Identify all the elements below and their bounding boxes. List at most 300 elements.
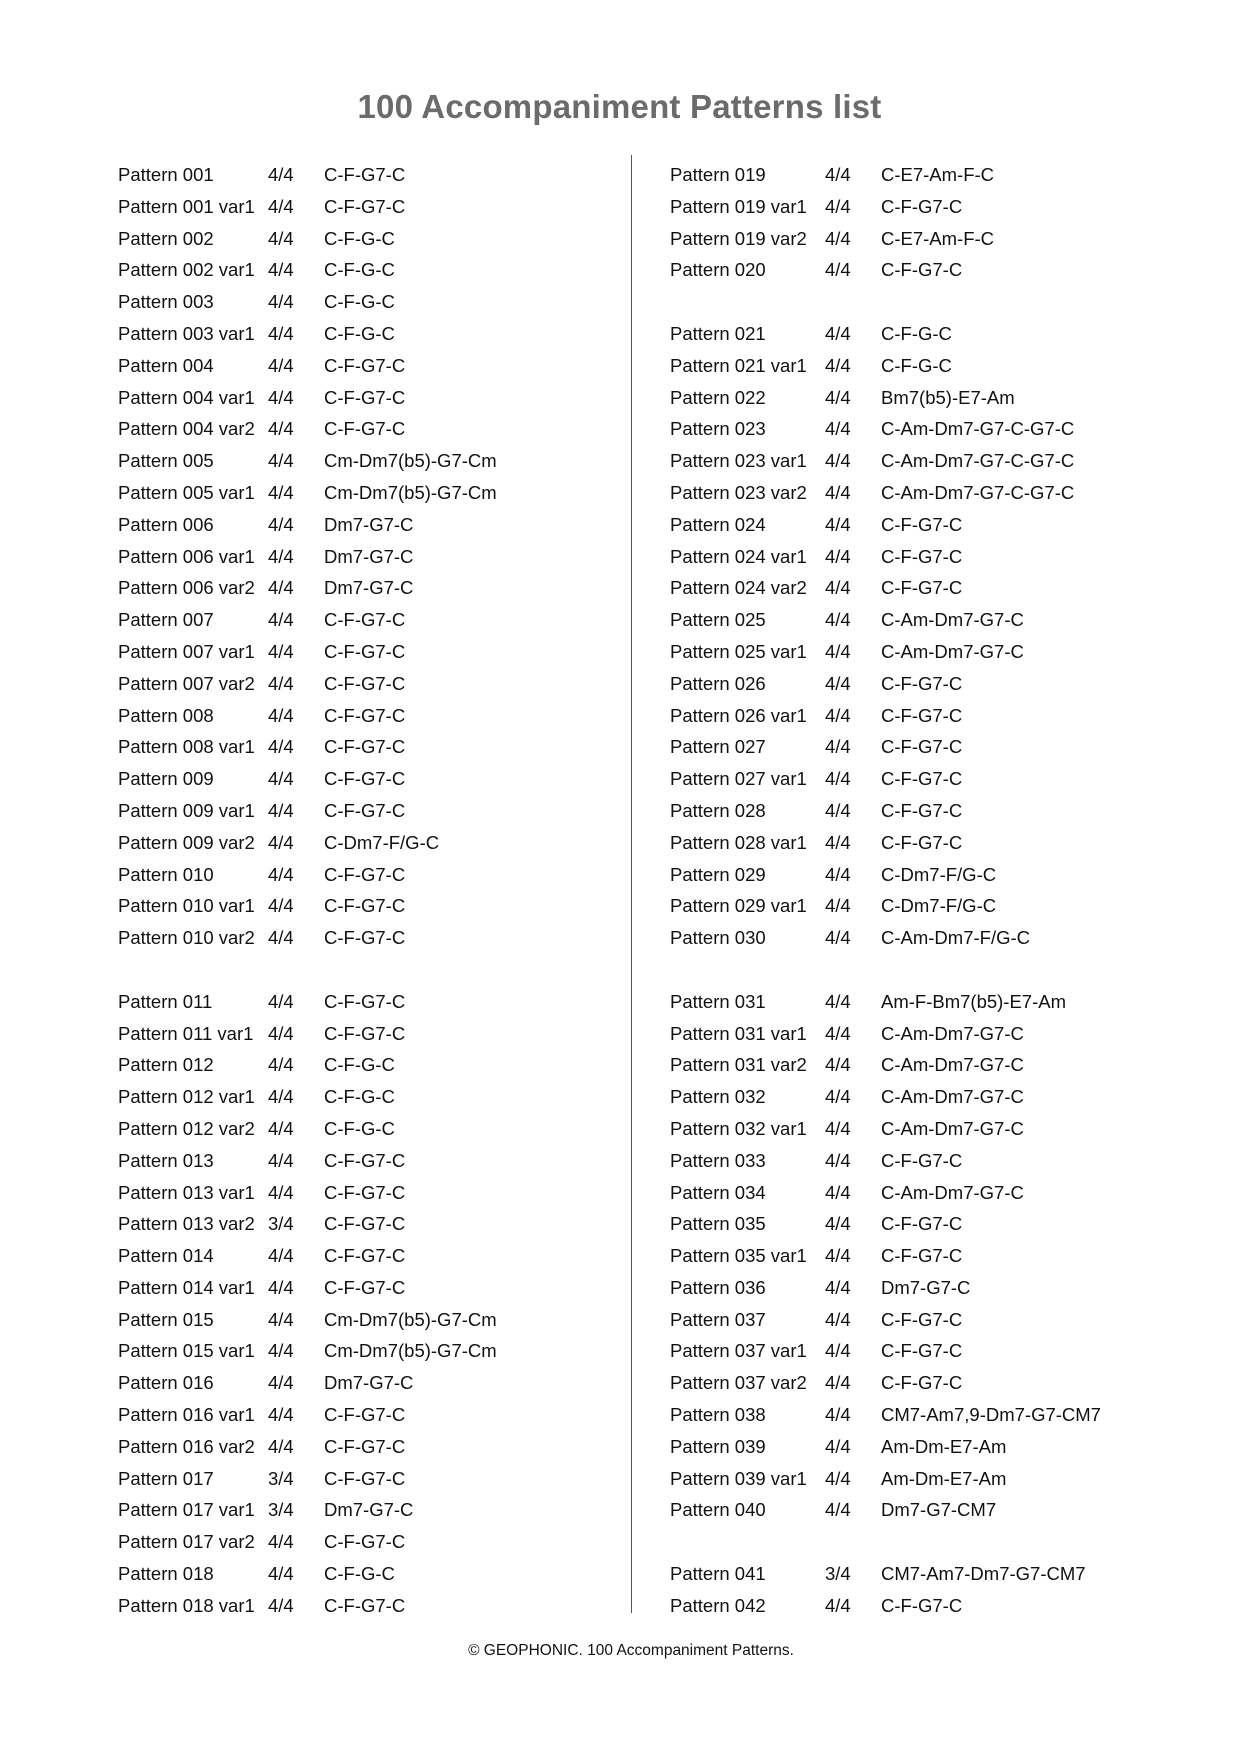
time-signature: 4/4 bbox=[268, 1404, 294, 1426]
pattern-row bbox=[670, 1272, 1170, 1304]
chord-progression: C-F-G7-C bbox=[881, 577, 963, 599]
chord-progression: Dm7-G7-C bbox=[881, 1276, 971, 1298]
pattern-name: Pattern 013 bbox=[118, 1149, 214, 1171]
pattern-row bbox=[118, 286, 618, 318]
chord-progression: Dm7-G7-C bbox=[324, 545, 414, 567]
pattern-row bbox=[118, 191, 618, 223]
pattern-name: Pattern 019 bbox=[670, 164, 766, 185]
time-signature: 4/4 bbox=[825, 1467, 851, 1489]
pattern-name: Pattern 038 bbox=[670, 1404, 766, 1426]
left-pattern-list bbox=[118, 159, 618, 1622]
time-signature: 3/4 bbox=[268, 1467, 294, 1489]
pattern-name: Pattern 009 bbox=[118, 768, 214, 790]
pattern-row bbox=[118, 1494, 618, 1526]
pattern-name: Pattern 039 bbox=[670, 1435, 766, 1457]
time-signature: 4/4 bbox=[268, 354, 294, 376]
chord-progression: C-Am-Dm7-G7-C-G7-C bbox=[881, 481, 1075, 503]
time-signature: 4/4 bbox=[825, 1181, 851, 1203]
time-signature: 4/4 bbox=[268, 1181, 294, 1203]
pattern-name: Pattern 036 bbox=[670, 1276, 766, 1298]
time-signature: 4/4 bbox=[268, 291, 294, 313]
chord-progression: C-F-G7-C bbox=[324, 927, 406, 949]
pattern-name: Pattern 006 var2 bbox=[118, 577, 255, 599]
chord-progression: C-F-G7-C bbox=[324, 672, 406, 694]
time-signature: 4/4 bbox=[268, 1054, 294, 1076]
chord-progression: C-F-G7-C bbox=[324, 1531, 406, 1553]
pattern-row bbox=[118, 477, 618, 509]
chord-progression: Cm-Dm7(b5)-G7-Cm bbox=[324, 481, 497, 503]
time-signature: 4/4 bbox=[825, 1499, 851, 1521]
time-signature: 3/4 bbox=[268, 1499, 294, 1521]
pattern-name: Pattern 012 bbox=[118, 1054, 214, 1076]
pattern-name: Pattern 017 var1 bbox=[118, 1499, 255, 1521]
time-signature: 4/4 bbox=[825, 322, 851, 344]
time-signature: 4/4 bbox=[825, 990, 851, 1012]
pattern-name: Pattern 027 bbox=[670, 736, 766, 758]
pattern-row bbox=[670, 763, 1170, 795]
chord-progression: C-F-G7-C bbox=[324, 640, 406, 662]
chord-progression: C-F-G7-C bbox=[324, 1276, 406, 1298]
time-signature: 4/4 bbox=[825, 195, 851, 217]
pattern-row bbox=[670, 1018, 1170, 1050]
pattern-row bbox=[118, 509, 618, 541]
pattern-name: Pattern 010 var1 bbox=[118, 895, 255, 917]
pattern-name: Pattern 012 var1 bbox=[118, 1086, 255, 1108]
chord-progression: C-F-G7-C bbox=[324, 863, 406, 885]
pattern-name: Pattern 035 bbox=[670, 1213, 766, 1235]
time-signature: 4/4 bbox=[825, 354, 851, 376]
time-signature: 4/4 bbox=[825, 1308, 851, 1330]
spacer-row bbox=[670, 286, 1170, 318]
chord-progression: Dm7-G7-C bbox=[324, 1499, 414, 1521]
time-signature: 4/4 bbox=[268, 227, 294, 249]
pattern-row bbox=[118, 318, 618, 350]
pattern-row bbox=[670, 191, 1170, 223]
time-signature: 4/4 bbox=[268, 1308, 294, 1330]
pattern-name: Pattern 011 var1 bbox=[118, 1022, 254, 1044]
chord-progression: C-Dm7-F/G-C bbox=[324, 831, 440, 853]
chord-progression: C-F-G-C bbox=[324, 1563, 395, 1585]
chord-progression: C-F-G7-C bbox=[324, 609, 406, 631]
pattern-name: Pattern 004 var2 bbox=[118, 418, 255, 440]
chord-progression: C-F-G-C bbox=[324, 259, 395, 281]
chord-progression: C-Am-Dm7-G7-C bbox=[881, 1022, 1024, 1044]
pattern-name: Pattern 016 var2 bbox=[118, 1435, 255, 1457]
time-signature: 4/4 bbox=[268, 1594, 294, 1616]
time-signature: 4/4 bbox=[268, 895, 294, 917]
time-signature: 4/4 bbox=[268, 990, 294, 1012]
pattern-name: Pattern 015 var1 bbox=[118, 1340, 255, 1362]
chord-progression: C-Dm7-F/G-C bbox=[881, 863, 997, 885]
time-signature: 4/4 bbox=[268, 1245, 294, 1267]
pattern-row bbox=[118, 1463, 618, 1495]
chord-progression: Bm7(b5)-E7-Am bbox=[881, 386, 1015, 408]
pattern-row bbox=[670, 1590, 1170, 1622]
pattern-row bbox=[670, 572, 1170, 604]
chord-progression: C-F-G-C bbox=[324, 1086, 395, 1108]
pattern-row bbox=[670, 1399, 1170, 1431]
time-signature: 4/4 bbox=[268, 640, 294, 662]
pattern-row bbox=[118, 827, 618, 859]
time-signature: 4/4 bbox=[268, 1276, 294, 1298]
time-signature: 4/4 bbox=[268, 1117, 294, 1139]
pattern-row bbox=[670, 1208, 1170, 1240]
chord-progression: C-F-G7-C bbox=[881, 1308, 963, 1330]
time-signature: 4/4 bbox=[268, 322, 294, 344]
time-signature: 4/4 bbox=[825, 831, 851, 853]
chord-progression: Am-Dm-E7-Am bbox=[881, 1435, 1007, 1457]
time-signature: 4/4 bbox=[825, 895, 851, 917]
time-signature: 4/4 bbox=[268, 418, 294, 440]
chord-progression: C-F-G7-C bbox=[324, 386, 406, 408]
time-signature: 4/4 bbox=[268, 831, 294, 853]
pattern-name: Pattern 025 var1 bbox=[670, 640, 807, 662]
pattern-row bbox=[670, 1081, 1170, 1113]
pattern-row bbox=[118, 604, 618, 636]
chord-progression: Cm-Dm7(b5)-G7-Cm bbox=[324, 450, 497, 472]
time-signature: 4/4 bbox=[825, 164, 851, 185]
chord-progression: C-F-G7-C bbox=[324, 1181, 406, 1203]
pattern-name: Pattern 021 bbox=[670, 322, 766, 344]
chord-progression: C-F-G7-C bbox=[324, 1213, 406, 1235]
pattern-row bbox=[118, 1335, 618, 1367]
pattern-name: Pattern 026 bbox=[670, 672, 766, 694]
chord-progression: C-Am-Dm7-G7-C bbox=[881, 609, 1024, 631]
pattern-row bbox=[118, 1526, 618, 1558]
pattern-name: Pattern 024 var2 bbox=[670, 577, 807, 599]
time-signature: 4/4 bbox=[825, 609, 851, 631]
chord-progression: C-F-G7-C bbox=[324, 195, 406, 217]
spacer-row bbox=[670, 954, 1170, 986]
pattern-name: Pattern 031 var1 bbox=[670, 1022, 807, 1044]
time-signature: 4/4 bbox=[825, 1213, 851, 1235]
time-signature: 4/4 bbox=[268, 704, 294, 726]
time-signature: 4/4 bbox=[268, 386, 294, 408]
pattern-row bbox=[118, 1049, 618, 1081]
pattern-name: Pattern 008 var1 bbox=[118, 736, 255, 758]
chord-progression: Dm7-G7-CM7 bbox=[881, 1499, 997, 1521]
pattern-name: Pattern 018 bbox=[118, 1563, 214, 1585]
time-signature: 4/4 bbox=[825, 704, 851, 726]
chord-progression: C-F-G7-C bbox=[881, 768, 963, 790]
chord-progression: Cm-Dm7(b5)-G7-Cm bbox=[324, 1340, 497, 1362]
time-signature: 4/4 bbox=[268, 1372, 294, 1394]
chord-progression: C-F-G7-C bbox=[324, 990, 406, 1012]
chord-progression: C-F-G7-C bbox=[881, 259, 963, 281]
pattern-name: Pattern 015 bbox=[118, 1308, 214, 1330]
chord-progression: C-E7-Am-F-C bbox=[881, 164, 995, 185]
time-signature: 4/4 bbox=[268, 450, 294, 472]
pattern-row bbox=[670, 1240, 1170, 1272]
pattern-row bbox=[670, 1335, 1170, 1367]
pattern-name: Pattern 031 bbox=[670, 990, 766, 1012]
pattern-name: Pattern 008 bbox=[118, 704, 214, 726]
chord-progression: C-F-G7-C bbox=[324, 768, 406, 790]
time-signature: 4/4 bbox=[825, 1149, 851, 1171]
chord-progression: C-F-G7-C bbox=[324, 1594, 406, 1616]
time-signature: 4/4 bbox=[268, 1563, 294, 1585]
pattern-name: Pattern 006 var1 bbox=[118, 545, 255, 567]
pattern-name: Pattern 033 bbox=[670, 1149, 766, 1171]
pattern-row bbox=[118, 541, 618, 573]
chord-progression: CM7-Am7-Dm7-G7-CM7 bbox=[881, 1563, 1086, 1585]
pattern-name: Pattern 003 bbox=[118, 291, 214, 313]
pattern-row bbox=[118, 1304, 618, 1336]
time-signature: 4/4 bbox=[825, 450, 851, 472]
time-signature: 4/4 bbox=[825, 799, 851, 821]
time-signature: 4/4 bbox=[268, 513, 294, 535]
pattern-row bbox=[670, 922, 1170, 954]
pattern-row bbox=[118, 413, 618, 445]
time-signature: 3/4 bbox=[268, 1213, 294, 1235]
pattern-name: Pattern 014 bbox=[118, 1245, 214, 1267]
column-divider bbox=[631, 155, 632, 1613]
pattern-name: Pattern 026 var1 bbox=[670, 704, 807, 726]
chord-progression: Cm-Dm7(b5)-G7-Cm bbox=[324, 1308, 497, 1330]
time-signature: 4/4 bbox=[268, 195, 294, 217]
pattern-name: Pattern 040 bbox=[670, 1499, 766, 1521]
pattern-row bbox=[118, 1081, 618, 1113]
time-signature: 4/4 bbox=[825, 736, 851, 758]
pattern-name: Pattern 009 var2 bbox=[118, 831, 255, 853]
pattern-name: Pattern 030 bbox=[670, 927, 766, 949]
chord-progression: C-F-G7-C bbox=[324, 736, 406, 758]
chord-progression: C-F-G7-C bbox=[324, 1022, 406, 1044]
time-signature: 4/4 bbox=[268, 672, 294, 694]
chord-progression: C-F-G7-C bbox=[324, 895, 406, 917]
time-signature: 4/4 bbox=[268, 799, 294, 821]
chord-progression: C-F-G7-C bbox=[881, 672, 963, 694]
pattern-name: Pattern 007 var2 bbox=[118, 672, 255, 694]
time-signature: 4/4 bbox=[825, 1404, 851, 1426]
page-title: 100 Accompaniment Patterns list bbox=[357, 88, 882, 125]
chord-progression: C-F-G7-C bbox=[324, 1435, 406, 1457]
pattern-row bbox=[118, 1367, 618, 1399]
time-signature: 4/4 bbox=[268, 927, 294, 949]
chord-progression: C-F-G7-C bbox=[324, 799, 406, 821]
pattern-name: Pattern 016 bbox=[118, 1372, 214, 1394]
time-signature: 4/4 bbox=[825, 545, 851, 567]
pattern-row bbox=[670, 1494, 1170, 1526]
pattern-name: Pattern 012 var2 bbox=[118, 1117, 255, 1139]
pattern-name: Pattern 039 var1 bbox=[670, 1467, 807, 1489]
time-signature: 4/4 bbox=[825, 1245, 851, 1267]
pattern-name: Pattern 018 var1 bbox=[118, 1594, 255, 1616]
time-signature: 4/4 bbox=[825, 1054, 851, 1076]
chord-progression: C-Am-Dm7-G7-C bbox=[881, 1181, 1024, 1203]
pattern-row bbox=[118, 700, 618, 732]
chord-progression: C-Am-Dm7-G7-C bbox=[881, 1117, 1024, 1139]
chord-progression: C-F-G7-C bbox=[881, 1149, 963, 1171]
time-signature: 4/4 bbox=[825, 640, 851, 662]
pattern-name: Pattern 029 var1 bbox=[670, 895, 807, 917]
right-pattern-list bbox=[670, 159, 1170, 1622]
chord-progression: CM7-Am7,9-Dm7-G7-CM7 bbox=[881, 1404, 1101, 1426]
pattern-row bbox=[670, 350, 1170, 382]
time-signature: 4/4 bbox=[825, 513, 851, 535]
pattern-row bbox=[118, 668, 618, 700]
pattern-name: Pattern 023 bbox=[670, 418, 766, 440]
time-signature: 4/4 bbox=[825, 481, 851, 503]
chord-progression: C-F-G-C bbox=[881, 322, 952, 344]
time-signature: 4/4 bbox=[268, 545, 294, 567]
pattern-name: Pattern 009 var1 bbox=[118, 799, 255, 821]
time-signature: 4/4 bbox=[268, 481, 294, 503]
pattern-name: Pattern 021 var1 bbox=[670, 354, 807, 376]
time-signature: 4/4 bbox=[825, 577, 851, 599]
chord-progression: C-F-G-C bbox=[324, 322, 395, 344]
chord-progression: C-F-G7-C bbox=[881, 1213, 963, 1235]
pattern-row bbox=[118, 350, 618, 382]
pattern-name: Pattern 007 bbox=[118, 609, 214, 631]
time-signature: 4/4 bbox=[268, 768, 294, 790]
pattern-row bbox=[670, 795, 1170, 827]
time-signature: 4/4 bbox=[825, 1276, 851, 1298]
pattern-name: Pattern 001 bbox=[118, 164, 214, 185]
pattern-row bbox=[670, 1304, 1170, 1336]
pattern-row bbox=[118, 1145, 618, 1177]
pattern-name: Pattern 019 var1 bbox=[670, 195, 807, 217]
chord-progression: C-F-G7-C bbox=[324, 1149, 406, 1171]
pattern-name: Pattern 037 bbox=[670, 1308, 766, 1330]
time-signature: 4/4 bbox=[268, 1340, 294, 1362]
pattern-name: Pattern 003 var1 bbox=[118, 322, 255, 344]
chord-progression: C-F-G7-C bbox=[324, 354, 406, 376]
time-signature: 3/4 bbox=[825, 1563, 851, 1585]
time-signature: 4/4 bbox=[268, 1149, 294, 1171]
pattern-name: Pattern 035 var1 bbox=[670, 1245, 807, 1267]
pattern-name: Pattern 022 bbox=[670, 386, 766, 408]
pattern-row bbox=[118, 223, 618, 255]
time-signature: 4/4 bbox=[825, 386, 851, 408]
chord-progression: C-Am-Dm7-G7-C bbox=[881, 1086, 1024, 1108]
pattern-name: Pattern 005 var1 bbox=[118, 481, 255, 503]
pattern-row bbox=[670, 859, 1170, 891]
pattern-name: Pattern 005 bbox=[118, 450, 214, 472]
chord-progression: C-Am-Dm7-F/G-C bbox=[881, 927, 1031, 949]
pattern-row bbox=[670, 445, 1170, 477]
pattern-row bbox=[670, 1431, 1170, 1463]
pattern-name: Pattern 041 bbox=[670, 1563, 766, 1585]
pattern-row bbox=[118, 159, 618, 191]
chord-progression: C-F-G7-C bbox=[881, 1340, 963, 1362]
pattern-row bbox=[118, 572, 618, 604]
time-signature: 4/4 bbox=[268, 863, 294, 885]
pattern-row bbox=[670, 223, 1170, 255]
pattern-row bbox=[118, 1272, 618, 1304]
pattern-name: Pattern 028 bbox=[670, 799, 766, 821]
pattern-row bbox=[118, 445, 618, 477]
pattern-row bbox=[118, 986, 618, 1018]
pattern-name: Pattern 032 var1 bbox=[670, 1117, 807, 1139]
pattern-name: Pattern 001 var1 bbox=[118, 195, 255, 217]
footer-copyright: © GEOPHONIC. 100 Accompaniment Patterns. bbox=[468, 1642, 794, 1659]
time-signature: 4/4 bbox=[825, 259, 851, 281]
time-signature: 4/4 bbox=[825, 1594, 851, 1616]
pattern-name: Pattern 017 bbox=[118, 1467, 214, 1489]
pattern-name: Pattern 007 var1 bbox=[118, 640, 255, 662]
pattern-name: Pattern 023 var1 bbox=[670, 450, 807, 472]
pattern-name: Pattern 011 bbox=[118, 990, 213, 1012]
pattern-row bbox=[670, 477, 1170, 509]
time-signature: 4/4 bbox=[268, 609, 294, 631]
time-signature: 4/4 bbox=[825, 863, 851, 885]
spacer-row bbox=[670, 1526, 1170, 1558]
chord-progression: C-Am-Dm7-G7-C-G7-C bbox=[881, 418, 1075, 440]
chord-progression: Am-F-Bm7(b5)-E7-Am bbox=[881, 990, 1067, 1012]
chord-progression: C-F-G7-C bbox=[324, 1467, 406, 1489]
chord-progression: C-F-G-C bbox=[324, 1054, 395, 1076]
time-signature: 4/4 bbox=[825, 1022, 851, 1044]
pattern-name: Pattern 042 bbox=[670, 1594, 766, 1616]
pattern-row bbox=[118, 763, 618, 795]
time-signature: 4/4 bbox=[268, 164, 294, 185]
chord-progression: C-F-G7-C bbox=[881, 545, 963, 567]
pattern-name: Pattern 006 bbox=[118, 513, 214, 535]
chord-progression: C-F-G7-C bbox=[324, 1245, 406, 1267]
time-signature: 4/4 bbox=[825, 768, 851, 790]
chord-progression: C-F-G7-C bbox=[881, 736, 963, 758]
pattern-row bbox=[670, 1113, 1170, 1145]
pattern-row bbox=[118, 1018, 618, 1050]
pattern-row bbox=[118, 859, 618, 891]
time-signature: 4/4 bbox=[825, 927, 851, 949]
pattern-row bbox=[670, 986, 1170, 1018]
pattern-name: Pattern 010 bbox=[118, 863, 214, 885]
pattern-row bbox=[118, 731, 618, 763]
chord-progression: C-F-G7-C bbox=[881, 195, 963, 217]
pattern-name: Pattern 032 bbox=[670, 1086, 766, 1108]
pattern-name: Pattern 027 var1 bbox=[670, 768, 807, 790]
chord-progression: C-F-G7-C bbox=[324, 1404, 406, 1426]
pattern-row bbox=[670, 1049, 1170, 1081]
pattern-row bbox=[118, 1113, 618, 1145]
pattern-name: Pattern 010 var2 bbox=[118, 927, 255, 949]
time-signature: 4/4 bbox=[825, 1340, 851, 1362]
pattern-name: Pattern 002 var1 bbox=[118, 259, 255, 281]
pattern-name: Pattern 004 bbox=[118, 354, 214, 376]
chord-progression: C-Am-Dm7-G7-C bbox=[881, 1054, 1024, 1076]
pattern-row bbox=[118, 1399, 618, 1431]
pattern-row bbox=[670, 890, 1170, 922]
chord-progression: C-F-G7-C bbox=[881, 831, 963, 853]
pattern-row bbox=[118, 1208, 618, 1240]
pattern-name: Pattern 037 var2 bbox=[670, 1372, 807, 1394]
pattern-row bbox=[118, 636, 618, 668]
chord-progression: Dm7-G7-C bbox=[324, 577, 414, 599]
pattern-name: Pattern 019 var2 bbox=[670, 227, 807, 249]
pattern-name: Pattern 013 var2 bbox=[118, 1213, 255, 1235]
chord-progression: C-Am-Dm7-G7-C bbox=[881, 640, 1024, 662]
pattern-row bbox=[118, 795, 618, 827]
time-signature: 4/4 bbox=[825, 1117, 851, 1139]
pattern-name: Pattern 028 var1 bbox=[670, 831, 807, 853]
chord-progression: C-F-G7-C bbox=[881, 799, 963, 821]
chord-progression: C-F-G7-C bbox=[881, 1594, 963, 1616]
pattern-name: Pattern 034 bbox=[670, 1181, 766, 1203]
pattern-row bbox=[118, 922, 618, 954]
pattern-row bbox=[118, 1177, 618, 1209]
time-signature: 4/4 bbox=[825, 1372, 851, 1394]
pattern-row bbox=[670, 827, 1170, 859]
time-signature: 4/4 bbox=[825, 1086, 851, 1108]
pattern-row bbox=[670, 604, 1170, 636]
pattern-row bbox=[670, 159, 1170, 191]
chord-progression: Am-Dm-E7-Am bbox=[881, 1467, 1007, 1489]
time-signature: 4/4 bbox=[268, 736, 294, 758]
chord-progression: C-Dm7-F/G-C bbox=[881, 895, 997, 917]
time-signature: 4/4 bbox=[268, 1022, 294, 1044]
